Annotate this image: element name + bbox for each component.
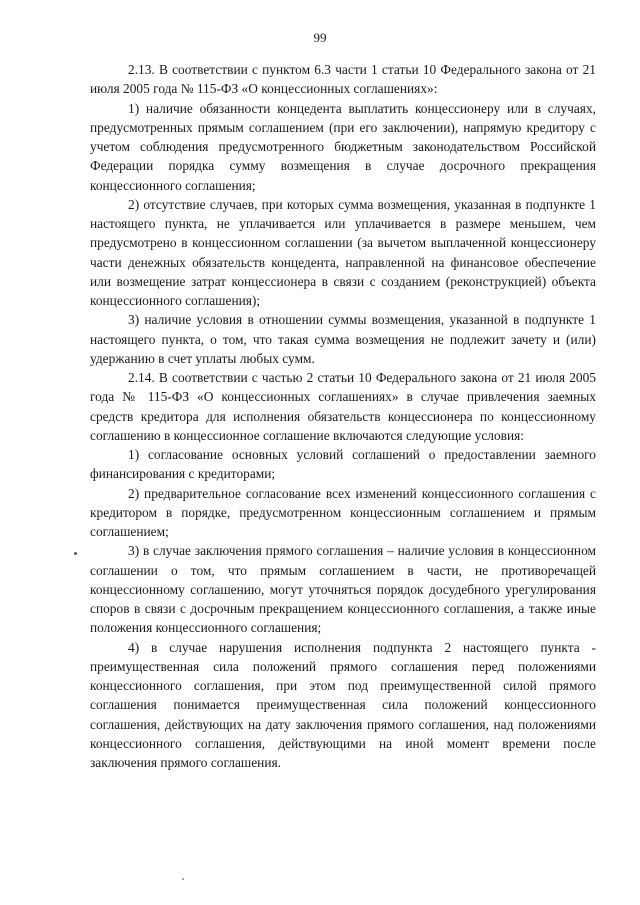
paragraph-2-14-item-4: 4) в случае нарушения исполнения подпункта 2 настоящего пункта - преимущественная сила положений прямого соглашения перед положениями концессионного соглашения, при этом под преимущественной силой прямого соглашения понимается преимущественная сила положений концессионного соглашения, действующих на дату заключения прямого соглашения, над положениями концессионного соглашения, действующими на иной момент времени после заключения прямого соглашения. — [90, 639, 596, 770]
paragraph-2-14-item-3: 3) в случае заключения прямого соглашения – наличие условия в концессионном соглашении о том, что прямым соглашением в части, не противоречащей концессионному соглашению, могут уточняться порядок досудебного урегулирования споров в связи с досрочным прекращением концессионного соглашения, а также иные положения концессионного соглашения; — [90, 543, 596, 636]
scan-speck — [182, 878, 184, 880]
paragraph-2-13-item-1: 1) наличие обязанности концедента выплатить концессионеру или в случаях, предусмотренных прямым соглашением (при его заключении), напрямую кредитору с учетом соблюдения предусмотренного бюджетным законодательством Российской Федерации порядка сумму возмещения в случае досрочного прекращения концессионного соглашения; — [90, 100, 596, 193]
paragraph-2-14-item-2: 2) предварительное согласование всех изменений концессионного соглашения с кредитором в порядке, предусмотренном концессионным соглашением и прямым соглашением; — [90, 485, 596, 539]
paragraph-2-14-item-1: 1) согласование основных условий соглашений о предоставлении заемного финансирования с кредиторами; — [90, 447, 596, 482]
paragraph-2-13-item-3: 3) наличие условия в отношении суммы возмещения, указанной в подпункте 1 настоящего пункта, о том, что такая сумма возмещения не подлежит зачету и (или) удержанию в счет уплаты любых сумм. — [90, 312, 596, 366]
scan-speck — [74, 552, 77, 555]
paragraph-2-13: 2.13. В соответствии с пунктом 6.3 части 1 статьи 10 Федерального закона от 21 июля 2005 года № 115-ФЗ «О концессионных соглашениях»: — [90, 62, 596, 97]
page-number: 99 — [313, 30, 327, 45]
paragraph-2-14: 2.14. В соответствии с частью 2 статьи 10 Федерального закона от 21 июля 2005 года № 115-ФЗ «О концессионных соглашениях» в случае привлечения заемных средств кредитора для исполнения обязательств концессионера по концессионному соглашению в концессионное соглашение включаются следующие условия: — [90, 370, 596, 443]
paragraph-2-13-item-2: 2) отсутствие случаев, при которых сумма возмещения, указанная в подпункте 1 настоящего пункта, не уплачивается или уплачивается в размере меньшем, чем предусмотрено в концессионном соглашении (за вычетом выплаченной концессионеру части денежных обязательств концедента, направленной на финансовое обеспечение или возмещение затрат концессионера в связи с созданием (реконструкцией) объекта концессионного соглашения); — [90, 196, 596, 308]
document-body — [90, 60, 596, 772]
